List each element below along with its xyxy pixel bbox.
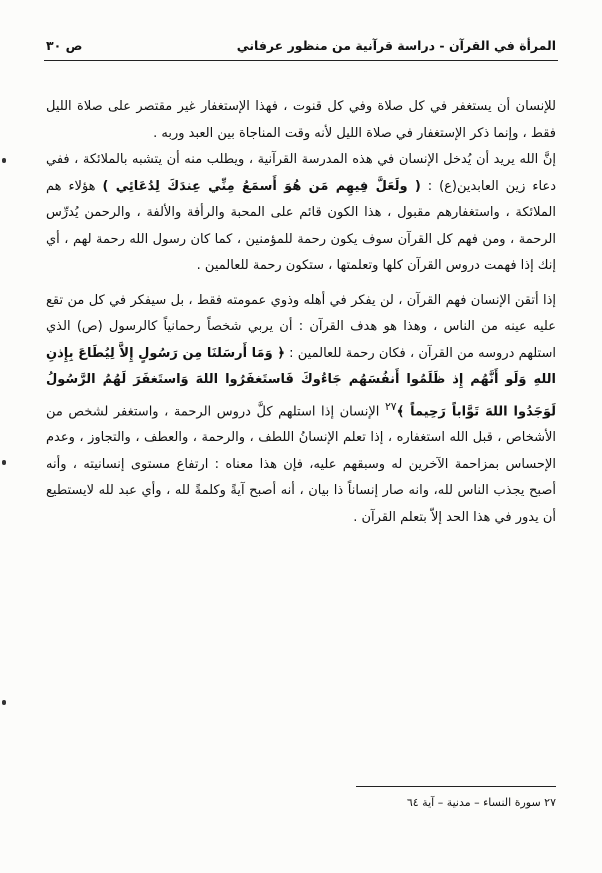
punch-hole-mark <box>2 158 6 163</box>
paragraph-2 <box>46 147 556 280</box>
footnote-rule <box>356 786 556 787</box>
footnote: ٢٧ سورة النساء – مدنية – آية ٦٤ <box>406 796 556 809</box>
page-number: ص ٣٠ <box>46 38 83 53</box>
paragraph-text: الإنسان إذا استلهم كلَّ دروس الرحمة ، واستغفر لشخص من الأشخاص ، قبل الله استغفاره ، إذا تعلم الإنسانُ اللطف ، والرحمة ، والعطف ، والتجاوز ، وعدم الإحساس بمزاحمة الآخرين له وسبقهم عليه، فإن هذا معناه : ارتفاع مستوى إنسانيته ، وأنه أصبح يجذب الناس لله، وانه صار إنساناً ذا بيان ، أنه أصبح آيةً وكلمةً لله ، وأي عبد لله لايستطيع أن يدور في هذا الحد إلاّ بتعلم القرآن . <box>46 403 556 525</box>
paragraph-text: إنَّ الله يريد أن يُدخل الإنسان في هذه المدرسة القرآنية ، ويطلب منه أن يتشبه بالملائكة ، ففي دعاء زين العابدين(ع) : <box>46 152 557 194</box>
paragraph-text: للإنسان أن يستغفر في كل صلاة وفي كل قنوت ، فهذا الإستغفار غير مقتصر على صلاة الليل فقط ، وإنما ذكر الإستغفار في صلاة الليل لأنه وقت المناجاة بين العبد وربه . <box>46 99 556 141</box>
body-text <box>46 94 556 531</box>
quran-verse: ﴿ وَمَا أَرسَلنَا مِن رَسُولٍ إِلاَّ لِيُطَاعَ بِإِذنِ اللهِ وَلَو أَنَّهُم إِذ ظَلَمُوا أَنفُسَهُم جَاءُوكَ فَاستَغفَرُوا اللهَ وَاستَغفَرَ لَهُمُ الرَّسُولُ لَوَجَدُوا اللهَ تَوَّاباً رَحِيماً ﴾ <box>46 345 556 419</box>
paragraph-1 <box>46 94 556 147</box>
book-title: المرأة في القرآن - دراسة قرآنية من منظور عرفاني <box>236 38 556 53</box>
running-header <box>46 38 556 53</box>
punch-hole-mark <box>2 460 6 465</box>
header-rule <box>44 60 558 61</box>
paragraph-text: هؤلاء هم الملائكة ، واستغفارهم مقبول ، هذا الكون قائم على المحبة والرأفة والألفة ، والرحمن يُدرِّس الرحمة ، ومن فهم كل القرآن سوف يكون رحمة للمؤمنين ، كما كان رسول الله رحمة لهم ، أي إنك إذا فهمت دروس القرآن كلها وتعلمتها ، ستكون رحمة للعالمين . <box>46 178 556 273</box>
footnote-marker: ٢٧ <box>384 399 397 413</box>
dua-quote: ( ولَعَلَّ فِيهِم مَن هُوَ أَسمَعُ مِنِّي عِندَكَ لِدُعَائِي ) <box>102 178 421 194</box>
paragraph-3 <box>46 288 556 532</box>
punch-hole-mark <box>2 700 6 705</box>
paragraph-text: إذا أتقن الإنسان فهم القرآن ، لن يفكر في أهله وذوي عمومته فقط ، بل سيفكر في كل من تقع عليه عينه من الناس ، وهذا هو هدف القرآن : أن يربي شخصاً رحمانياً كالرسول (ص) الذي استلهم دروسه من القرآن ، فكان رحمة للعالمين : <box>46 292 556 361</box>
